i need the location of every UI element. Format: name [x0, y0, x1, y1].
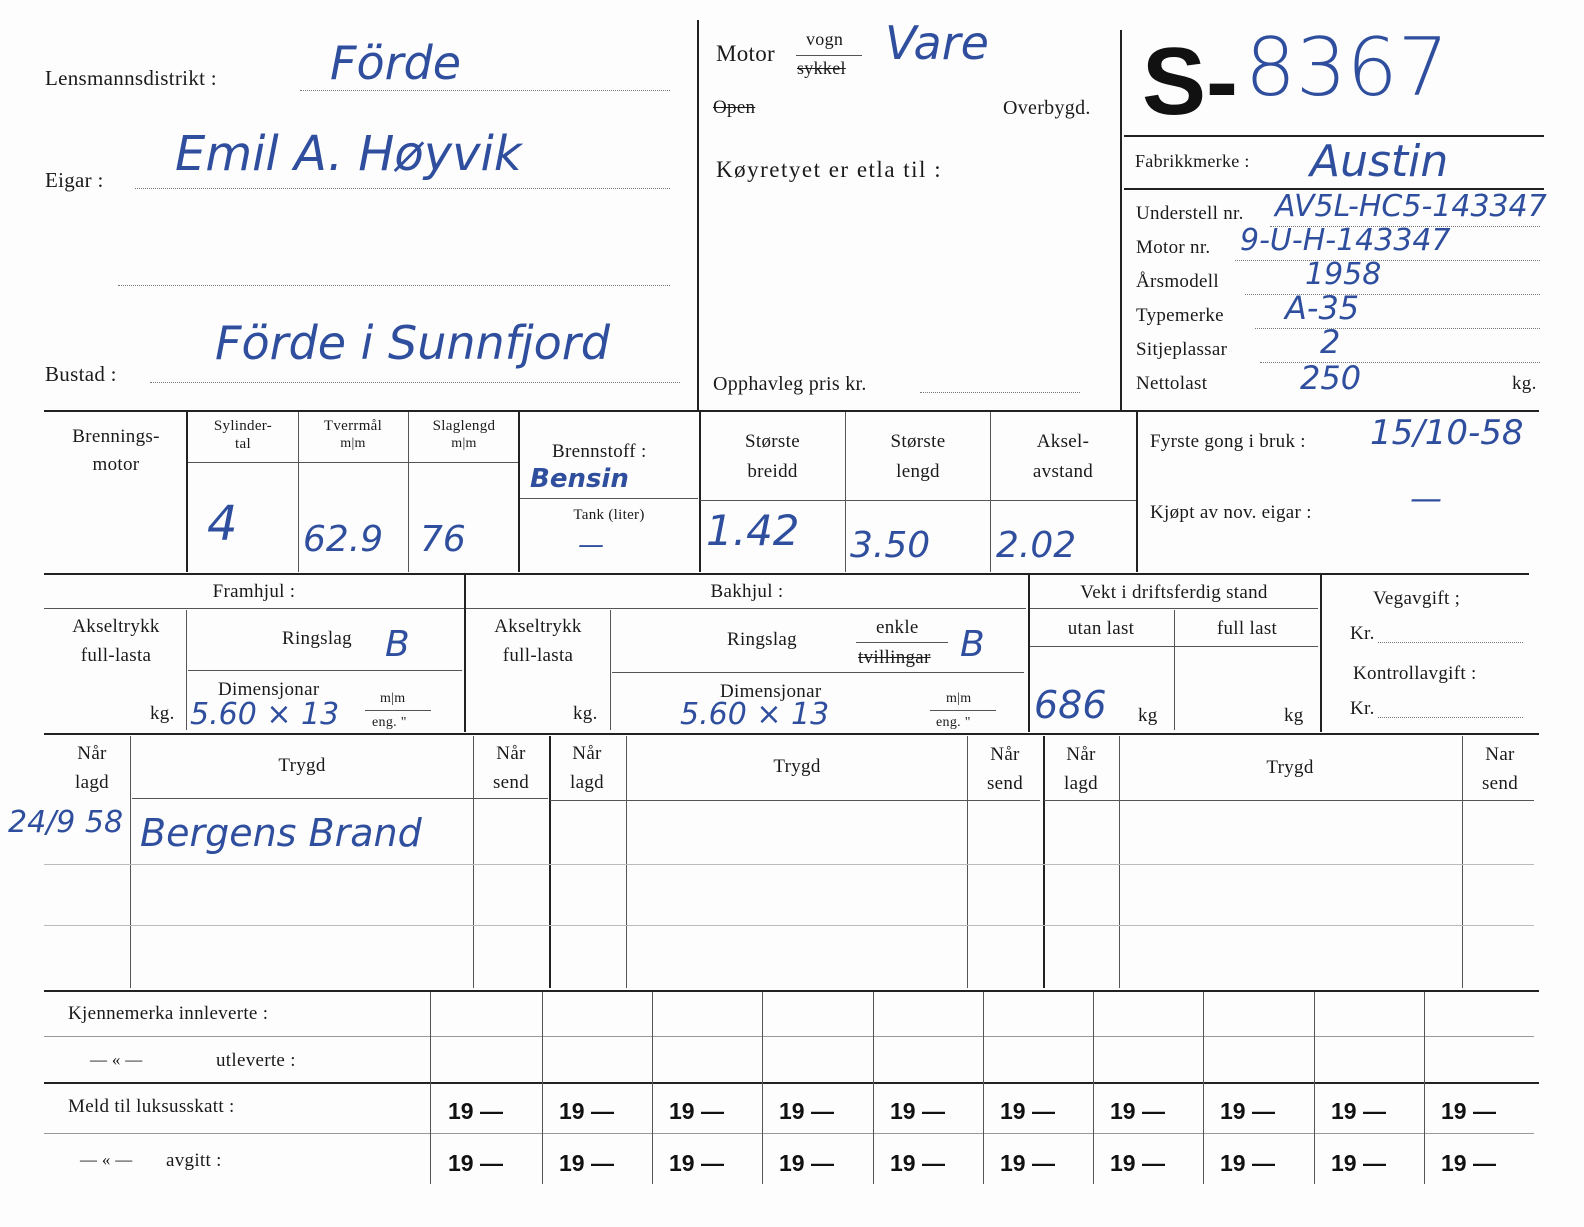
- eigar-value: Emil A. Høyvik: [175, 126, 522, 182]
- sylinder-value: 4: [207, 496, 238, 552]
- avgitt-year-2: 19 —: [559, 1150, 614, 1176]
- kjennemerka-label: Kjennemerka innleverte :: [68, 1003, 269, 1024]
- brennings-motor-label: motor: [92, 454, 140, 475]
- front-eng-label: eng. ": [372, 715, 407, 730]
- aksel-label2: avstand: [1032, 461, 1094, 482]
- slaglengd-label: Slaglengd: [432, 418, 496, 434]
- meld-label: Meld til luksusskatt :: [68, 1096, 235, 1117]
- understell-label: Understell nr.: [1136, 203, 1244, 224]
- nar-lagd-3b: lagd: [1064, 773, 1098, 794]
- back-dim-value: 5.60 × 13: [680, 697, 830, 732]
- brennings-label: Brennings-: [72, 426, 160, 447]
- kjopt-value: —: [1410, 479, 1442, 517]
- insurance-row1-trygd: Bergens Brand: [140, 811, 422, 855]
- registration-number: 8367: [1245, 21, 1449, 114]
- nar-send-1: Når: [496, 743, 526, 764]
- back-ringslag-label: Ringslag: [727, 629, 797, 650]
- typemerke-label: Typemerke: [1136, 305, 1224, 326]
- understell-value: AV5L-HC5-143347: [1275, 189, 1547, 224]
- motor-nr-label: Motor nr.: [1136, 237, 1211, 258]
- avgitt-year-7: 19 —: [1110, 1150, 1165, 1176]
- arsmodell-label: Årsmodell: [1136, 271, 1219, 292]
- meld-year-1: 19 —: [448, 1098, 503, 1124]
- meld-year-6: 19 —: [1000, 1098, 1055, 1124]
- front-akseltrykk-label: Akseltrykk: [72, 616, 160, 637]
- sitjeplassar-value: 2: [1320, 323, 1341, 361]
- front-ringslag-label: Ringslag: [282, 628, 352, 649]
- motor-nr-value: 9-U-H-143347: [1240, 223, 1451, 258]
- tverrmal-unit: m|m: [340, 436, 366, 451]
- tverrmal-label: Tverrmål: [323, 418, 383, 434]
- kontrollavgift-kr-label: Kr.: [1350, 698, 1375, 719]
- meld-year-8: 19 —: [1220, 1098, 1275, 1124]
- utan-last-label: utan last: [1067, 618, 1135, 639]
- fabrikkmerke-label: Fabrikkmerke :: [1135, 151, 1250, 171]
- tank-value: —: [578, 530, 604, 560]
- lensmannsdistrikt-value: Förde: [330, 36, 462, 90]
- fyrste-label: Fyrste gong i bruk :: [1150, 431, 1306, 452]
- vekt-label: Vekt i driftsferdig stand: [1080, 582, 1268, 603]
- utan-last-value: 686: [1034, 683, 1107, 727]
- meld-year-4: 19 —: [779, 1098, 834, 1124]
- koyretyet-label: Køyretyet er etla til :: [716, 157, 943, 182]
- utleverte-label: utleverte :: [216, 1050, 296, 1071]
- nar-lagd-1b: lagd: [75, 772, 109, 793]
- meld-year-2: 19 —: [559, 1098, 614, 1124]
- tvillingar-label: tvillingar: [858, 647, 931, 668]
- meld-year-7: 19 —: [1110, 1098, 1165, 1124]
- nar-send-2b: send: [986, 773, 1024, 794]
- avgitt-year-4: 19 —: [779, 1150, 834, 1176]
- bustad-value: Förde i Sunnfjord: [215, 316, 610, 370]
- sykkel-label: sykkel: [797, 58, 846, 78]
- full-last-unit: kg: [1284, 705, 1304, 726]
- utleverte-prefix: — « —: [90, 1050, 143, 1069]
- front-ringslag-value: B: [385, 624, 410, 665]
- enkle-label: enkle: [876, 617, 919, 638]
- kjopt-label: Kjøpt av nov. eigar :: [1150, 502, 1312, 523]
- storste-lengd-label: Største: [890, 431, 946, 452]
- storste-breidd-value: 1.42: [706, 506, 800, 555]
- sylinder-label: Sylinder-: [213, 418, 273, 434]
- back-mm-label: m|m: [946, 691, 972, 706]
- motor-label: Motor: [716, 41, 775, 66]
- storste-breidd-label: Største: [745, 431, 800, 452]
- brennstoff-label: Brennstoff :: [552, 441, 647, 462]
- open-label: Open: [713, 97, 756, 118]
- overbygd-label: Overbygd.: [1003, 97, 1091, 119]
- kontrollavgift-label: Kontrollavgift :: [1353, 663, 1477, 684]
- back-akseltrykk-unit: kg.: [573, 703, 598, 724]
- back-akseltrykk-label: Akseltrykk: [494, 616, 582, 637]
- typemerke-value: A-35: [1285, 289, 1360, 327]
- back-fulllasta-label: full-lasta: [502, 645, 574, 666]
- framhjul-label: Framhjul :: [212, 581, 296, 602]
- nettolast-unit: kg.: [1512, 373, 1537, 394]
- tank-label: Tank (liter): [573, 507, 645, 523]
- nar-send-3: Nar: [1485, 744, 1515, 765]
- back-dimensjonar-label: Dimensjonar: [720, 681, 822, 702]
- registration-prefix: S-: [1142, 28, 1238, 135]
- front-akseltrykk-unit: kg.: [150, 703, 175, 724]
- brennstoff-value: Bensin: [530, 464, 629, 494]
- front-mm-label: m|m: [380, 691, 406, 706]
- bakhjul-label: Bakhjul :: [710, 581, 784, 602]
- utan-last-unit: kg: [1138, 705, 1158, 726]
- back-ringslag-value: B: [960, 624, 985, 665]
- front-fulllasta-label: full-lasta: [80, 645, 152, 666]
- meld-year-5: 19 —: [890, 1098, 945, 1124]
- nar-send-3b: send: [1481, 773, 1519, 794]
- storste-lengd-value: 3.50: [850, 525, 931, 566]
- back-eng-label: eng. ": [936, 715, 971, 730]
- lensmannsdistrikt-label: Lensmannsdistrikt :: [45, 66, 217, 90]
- full-last-label: full last: [1216, 618, 1278, 639]
- fabrikkmerke-value: Austin: [1310, 136, 1449, 187]
- avgitt-prefix: — « —: [80, 1150, 133, 1169]
- nar-lagd-2: Når: [572, 743, 602, 764]
- slaglengd-unit: m|m: [451, 436, 477, 451]
- vegavgift-kr-label: Kr.: [1350, 623, 1375, 644]
- avgitt-year-1: 19 —: [448, 1150, 503, 1176]
- trygd-header-3: Trygd: [1266, 757, 1314, 778]
- front-dimensjonar-label: Dimensjonar: [218, 679, 320, 700]
- bustad-label: Bustad :: [45, 362, 117, 386]
- aksel-value: 2.02: [996, 525, 1077, 566]
- sylinder-label2: tal: [235, 436, 251, 452]
- storste-lengd-label2: lengd: [896, 461, 940, 482]
- meld-year-9: 19 —: [1331, 1098, 1386, 1124]
- nar-lagd-1: Når: [77, 743, 107, 764]
- avgitt-label: avgitt :: [166, 1150, 222, 1171]
- storste-breidd-label2: breidd: [747, 461, 798, 482]
- fyrste-value: 15/10-58: [1370, 413, 1524, 453]
- nar-send-1b: send: [492, 772, 530, 793]
- avgitt-year-3: 19 —: [669, 1150, 724, 1176]
- avgitt-year-5: 19 —: [890, 1150, 945, 1176]
- avgitt-year-10: 19 —: [1441, 1150, 1496, 1176]
- vegavgift-label: Vegavgift ;: [1373, 588, 1461, 609]
- motor-type-value: Vare: [885, 16, 989, 70]
- trygd-header-2: Trygd: [773, 756, 821, 777]
- aksel-label: Aksel-: [1036, 431, 1090, 452]
- vogn-label: vogn: [806, 29, 844, 49]
- tverrmal-value: 62.9: [303, 519, 384, 560]
- front-dim-value: 5.60 × 13: [190, 697, 340, 732]
- nar-lagd-2b: lagd: [570, 772, 604, 793]
- nettolast-value: 250: [1300, 359, 1362, 397]
- avgitt-year-9: 19 —: [1331, 1150, 1386, 1176]
- arsmodell-value: 1958: [1305, 257, 1382, 292]
- slaglengd-value: 76: [420, 519, 466, 560]
- nar-send-2: Når: [990, 744, 1020, 765]
- opphavleg-label: Opphavleg pris kr.: [713, 373, 867, 395]
- eigar-label: Eigar :: [45, 168, 104, 192]
- trygd-header-1: Trygd: [278, 755, 326, 776]
- avgitt-year-8: 19 —: [1220, 1150, 1275, 1176]
- sitjeplassar-label: Sitjeplassar: [1136, 339, 1228, 360]
- meld-year-3: 19 —: [669, 1098, 724, 1124]
- nar-lagd-3: Når: [1066, 744, 1096, 765]
- nettolast-label: Nettolast: [1136, 373, 1208, 394]
- insurance-row1-date: 24/9 58: [8, 805, 124, 840]
- avgitt-year-6: 19 —: [1000, 1150, 1055, 1176]
- meld-year-10: 19 —: [1441, 1098, 1496, 1124]
